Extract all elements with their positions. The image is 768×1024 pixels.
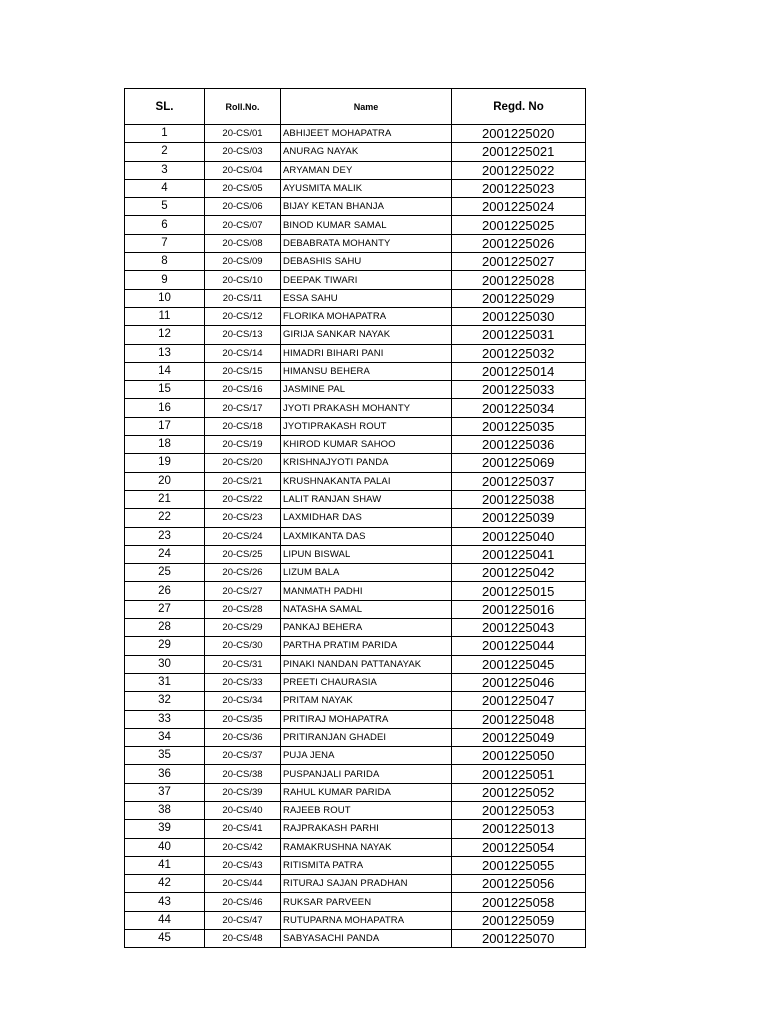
cell-roll-no: 20-CS/37	[205, 747, 281, 765]
table-row	[125, 875, 586, 893]
cell-regd-no: 2001225054	[452, 838, 586, 856]
cell-name: RAJPRAKASH PARHI	[281, 820, 452, 838]
table-row	[125, 198, 586, 216]
cell-regd-no: 2001225015	[452, 582, 586, 600]
cell-name: FLORIKA MOHAPATRA	[281, 307, 452, 325]
cell-roll-no: 20-CS/41	[205, 820, 281, 838]
cell-sl: 36	[125, 765, 205, 783]
cell-sl: 38	[125, 801, 205, 819]
cell-name: GIRIJA SANKAR NAYAK	[281, 326, 452, 344]
cell-sl: 11	[125, 307, 205, 325]
table-row	[125, 436, 586, 454]
cell-regd-no: 2001225038	[452, 490, 586, 508]
cell-name: MANMATH PADHI	[281, 582, 452, 600]
table-row	[125, 930, 586, 948]
cell-name: ARYAMAN DEY	[281, 161, 452, 179]
cell-sl: 6	[125, 216, 205, 234]
cell-sl: 29	[125, 637, 205, 655]
cell-name: RUTUPARNA MOHAPATRA	[281, 911, 452, 929]
table-row	[125, 710, 586, 728]
cell-sl: 27	[125, 600, 205, 618]
cell-roll-no: 20-CS/18	[205, 417, 281, 435]
table-row	[125, 326, 586, 344]
cell-roll-no: 20-CS/12	[205, 307, 281, 325]
cell-roll-no: 20-CS/46	[205, 893, 281, 911]
cell-sl: 10	[125, 289, 205, 307]
cell-name: RITURAJ SAJAN PRADHAN	[281, 875, 452, 893]
cell-regd-no: 2001225049	[452, 728, 586, 746]
cell-roll-no: 20-CS/05	[205, 179, 281, 197]
cell-sl: 41	[125, 856, 205, 874]
cell-sl: 3	[125, 161, 205, 179]
cell-name: PUJA JENA	[281, 747, 452, 765]
cell-roll-no: 20-CS/23	[205, 509, 281, 527]
table-row	[125, 490, 586, 508]
cell-sl: 12	[125, 326, 205, 344]
cell-name: ESSA SAHU	[281, 289, 452, 307]
cell-sl: 33	[125, 710, 205, 728]
cell-name: KHIROD KUMAR SAHOO	[281, 436, 452, 454]
table-row	[125, 673, 586, 691]
cell-name: BIJAY KETAN BHANJA	[281, 198, 452, 216]
cell-regd-no: 2001225047	[452, 692, 586, 710]
table-row	[125, 747, 586, 765]
cell-name: PREETI CHAURASIA	[281, 673, 452, 691]
cell-regd-no: 2001225029	[452, 289, 586, 307]
cell-roll-no: 20-CS/09	[205, 253, 281, 271]
cell-roll-no: 20-CS/03	[205, 143, 281, 161]
cell-roll-no: 20-CS/34	[205, 692, 281, 710]
student-list-table	[124, 88, 586, 948]
cell-name: JASMINE PAL	[281, 381, 452, 399]
cell-regd-no: 2001225046	[452, 673, 586, 691]
table-row	[125, 911, 586, 929]
column-header-regd-no: Regd. No	[452, 89, 586, 125]
cell-sl: 31	[125, 673, 205, 691]
cell-regd-no: 2001225028	[452, 271, 586, 289]
cell-name: RAMAKRUSHNA NAYAK	[281, 838, 452, 856]
cell-sl: 45	[125, 930, 205, 948]
cell-regd-no: 2001225069	[452, 454, 586, 472]
cell-sl: 43	[125, 893, 205, 911]
cell-roll-no: 20-CS/24	[205, 527, 281, 545]
cell-name: PINAKI NANDAN PATTANAYAK	[281, 655, 452, 673]
cell-sl: 13	[125, 344, 205, 362]
cell-regd-no: 2001225056	[452, 875, 586, 893]
table-row	[125, 765, 586, 783]
cell-sl: 37	[125, 783, 205, 801]
column-header-sl: SL.	[125, 89, 205, 125]
cell-sl: 26	[125, 582, 205, 600]
cell-regd-no: 2001225014	[452, 362, 586, 380]
cell-name: LIZUM BALA	[281, 564, 452, 582]
cell-sl: 30	[125, 655, 205, 673]
table-row	[125, 216, 586, 234]
cell-roll-no: 20-CS/10	[205, 271, 281, 289]
cell-sl: 17	[125, 417, 205, 435]
cell-sl: 40	[125, 838, 205, 856]
cell-regd-no: 2001225031	[452, 326, 586, 344]
table-row	[125, 527, 586, 545]
cell-regd-no: 2001225026	[452, 234, 586, 252]
cell-name: DEEPAK TIWARI	[281, 271, 452, 289]
table-row	[125, 582, 586, 600]
cell-name: BINOD KUMAR SAMAL	[281, 216, 452, 234]
cell-regd-no: 2001225025	[452, 216, 586, 234]
cell-regd-no: 2001225036	[452, 436, 586, 454]
cell-regd-no: 2001225030	[452, 307, 586, 325]
cell-regd-no: 2001225020	[452, 125, 586, 143]
table-row	[125, 728, 586, 746]
table-row	[125, 362, 586, 380]
cell-regd-no: 2001225052	[452, 783, 586, 801]
table-row	[125, 143, 586, 161]
cell-sl: 9	[125, 271, 205, 289]
cell-regd-no: 2001225035	[452, 417, 586, 435]
cell-roll-no: 20-CS/08	[205, 234, 281, 252]
header-row	[125, 89, 586, 125]
cell-regd-no: 2001225039	[452, 509, 586, 527]
cell-roll-no: 20-CS/17	[205, 399, 281, 417]
cell-name: DEBABRATA MOHANTY	[281, 234, 452, 252]
cell-name: NATASHA SAMAL	[281, 600, 452, 618]
cell-sl: 16	[125, 399, 205, 417]
cell-regd-no: 2001225034	[452, 399, 586, 417]
cell-regd-no: 2001225013	[452, 820, 586, 838]
cell-sl: 19	[125, 454, 205, 472]
table-row	[125, 564, 586, 582]
cell-regd-no: 2001225032	[452, 344, 586, 362]
cell-sl: 28	[125, 619, 205, 637]
cell-sl: 14	[125, 362, 205, 380]
cell-roll-no: 20-CS/28	[205, 600, 281, 618]
cell-regd-no: 2001225048	[452, 710, 586, 728]
cell-roll-no: 20-CS/15	[205, 362, 281, 380]
cell-sl: 22	[125, 509, 205, 527]
cell-sl: 23	[125, 527, 205, 545]
cell-regd-no: 2001225070	[452, 930, 586, 948]
cell-name: LAXMIDHAR DAS	[281, 509, 452, 527]
cell-roll-no: 20-CS/38	[205, 765, 281, 783]
table-row	[125, 600, 586, 618]
cell-roll-no: 20-CS/14	[205, 344, 281, 362]
cell-regd-no: 2001225022	[452, 161, 586, 179]
cell-sl: 5	[125, 198, 205, 216]
cell-sl: 24	[125, 545, 205, 563]
cell-regd-no: 2001225045	[452, 655, 586, 673]
cell-regd-no: 2001225023	[452, 179, 586, 197]
column-header-roll-no: Roll.No.	[205, 89, 281, 125]
table-row	[125, 692, 586, 710]
table-row	[125, 179, 586, 197]
cell-roll-no: 20-CS/27	[205, 582, 281, 600]
cell-regd-no: 2001225040	[452, 527, 586, 545]
cell-roll-no: 20-CS/20	[205, 454, 281, 472]
table-row	[125, 545, 586, 563]
cell-regd-no: 2001225021	[452, 143, 586, 161]
table-row	[125, 783, 586, 801]
cell-sl: 15	[125, 381, 205, 399]
cell-name: HIMANSU BEHERA	[281, 362, 452, 380]
cell-roll-no: 20-CS/33	[205, 673, 281, 691]
cell-sl: 42	[125, 875, 205, 893]
cell-name: LAXMIKANTA DAS	[281, 527, 452, 545]
cell-roll-no: 20-CS/07	[205, 216, 281, 234]
cell-name: AYUSMITA MALIK	[281, 179, 452, 197]
cell-regd-no: 2001225044	[452, 637, 586, 655]
table-row	[125, 289, 586, 307]
cell-sl: 34	[125, 728, 205, 746]
cell-roll-no: 20-CS/43	[205, 856, 281, 874]
cell-name: RUKSAR PARVEEN	[281, 893, 452, 911]
cell-sl: 2	[125, 143, 205, 161]
column-header-name: Name	[281, 89, 452, 125]
cell-regd-no: 2001225024	[452, 198, 586, 216]
cell-regd-no: 2001225037	[452, 472, 586, 490]
table-row	[125, 655, 586, 673]
cell-regd-no: 2001225055	[452, 856, 586, 874]
cell-name: KRISHNAJYOTI PANDA	[281, 454, 452, 472]
cell-regd-no: 2001225033	[452, 381, 586, 399]
cell-regd-no: 2001225041	[452, 545, 586, 563]
table-row	[125, 838, 586, 856]
cell-name: DEBASHIS SAHU	[281, 253, 452, 271]
table-row	[125, 856, 586, 874]
cell-sl: 25	[125, 564, 205, 582]
cell-name: HIMADRI BIHARI PANI	[281, 344, 452, 362]
cell-regd-no: 2001225016	[452, 600, 586, 618]
table-row	[125, 509, 586, 527]
cell-regd-no: 2001225058	[452, 893, 586, 911]
table-row	[125, 271, 586, 289]
table-row	[125, 801, 586, 819]
cell-name: LALIT RANJAN SHAW	[281, 490, 452, 508]
cell-name: RAHUL KUMAR PARIDA	[281, 783, 452, 801]
cell-roll-no: 20-CS/29	[205, 619, 281, 637]
table-row	[125, 472, 586, 490]
cell-sl: 8	[125, 253, 205, 271]
table-row	[125, 381, 586, 399]
cell-sl: 44	[125, 911, 205, 929]
table-row	[125, 619, 586, 637]
cell-roll-no: 20-CS/40	[205, 801, 281, 819]
cell-roll-no: 20-CS/04	[205, 161, 281, 179]
table-row	[125, 307, 586, 325]
cell-roll-no: 20-CS/42	[205, 838, 281, 856]
table-row	[125, 893, 586, 911]
table-header	[125, 89, 586, 125]
cell-name: RITISMITA PATRA	[281, 856, 452, 874]
table-row	[125, 820, 586, 838]
cell-regd-no: 2001225043	[452, 619, 586, 637]
table-row	[125, 637, 586, 655]
table-row	[125, 344, 586, 362]
cell-name: ABHIJEET MOHAPATRA	[281, 125, 452, 143]
cell-name: ANURAG NAYAK	[281, 143, 452, 161]
cell-roll-no: 20-CS/35	[205, 710, 281, 728]
cell-sl: 39	[125, 820, 205, 838]
cell-name: JYOTIPRAKASH ROUT	[281, 417, 452, 435]
cell-roll-no: 20-CS/31	[205, 655, 281, 673]
cell-regd-no: 2001225042	[452, 564, 586, 582]
table-row	[125, 161, 586, 179]
cell-name: LIPUN BISWAL	[281, 545, 452, 563]
cell-sl: 1	[125, 125, 205, 143]
table-row	[125, 253, 586, 271]
cell-name: RAJEEB ROUT	[281, 801, 452, 819]
cell-roll-no: 20-CS/36	[205, 728, 281, 746]
cell-sl: 7	[125, 234, 205, 252]
cell-name: PARTHA PRATIM PARIDA	[281, 637, 452, 655]
cell-roll-no: 20-CS/16	[205, 381, 281, 399]
cell-roll-no: 20-CS/25	[205, 545, 281, 563]
cell-name: PRITIRAJ MOHAPATRA	[281, 710, 452, 728]
table-row	[125, 234, 586, 252]
cell-regd-no: 2001225059	[452, 911, 586, 929]
cell-roll-no: 20-CS/06	[205, 198, 281, 216]
cell-roll-no: 20-CS/11	[205, 289, 281, 307]
cell-sl: 4	[125, 179, 205, 197]
cell-regd-no: 2001225053	[452, 801, 586, 819]
table-row	[125, 125, 586, 143]
cell-sl: 35	[125, 747, 205, 765]
table-body	[125, 125, 586, 948]
cell-name: PUSPANJALI PARIDA	[281, 765, 452, 783]
cell-roll-no: 20-CS/19	[205, 436, 281, 454]
cell-sl: 32	[125, 692, 205, 710]
table-row	[125, 399, 586, 417]
cell-name: PRITAM NAYAK	[281, 692, 452, 710]
cell-roll-no: 20-CS/39	[205, 783, 281, 801]
cell-sl: 18	[125, 436, 205, 454]
cell-name: PRITIRANJAN GHADEI	[281, 728, 452, 746]
cell-sl: 21	[125, 490, 205, 508]
cell-roll-no: 20-CS/30	[205, 637, 281, 655]
cell-name: KRUSHNAKANTA PALAI	[281, 472, 452, 490]
cell-regd-no: 2001225051	[452, 765, 586, 783]
cell-roll-no: 20-CS/47	[205, 911, 281, 929]
cell-roll-no: 20-CS/26	[205, 564, 281, 582]
cell-roll-no: 20-CS/21	[205, 472, 281, 490]
cell-regd-no: 2001225050	[452, 747, 586, 765]
cell-name: JYOTI PRAKASH MOHANTY	[281, 399, 452, 417]
cell-regd-no: 2001225027	[452, 253, 586, 271]
cell-sl: 20	[125, 472, 205, 490]
cell-roll-no: 20-CS/01	[205, 125, 281, 143]
cell-roll-no: 20-CS/48	[205, 930, 281, 948]
table-row	[125, 417, 586, 435]
table-row	[125, 454, 586, 472]
cell-name: PANKAJ BEHERA	[281, 619, 452, 637]
cell-roll-no: 20-CS/22	[205, 490, 281, 508]
cell-roll-no: 20-CS/44	[205, 875, 281, 893]
cell-roll-no: 20-CS/13	[205, 326, 281, 344]
cell-name: SABYASACHI PANDA	[281, 930, 452, 948]
